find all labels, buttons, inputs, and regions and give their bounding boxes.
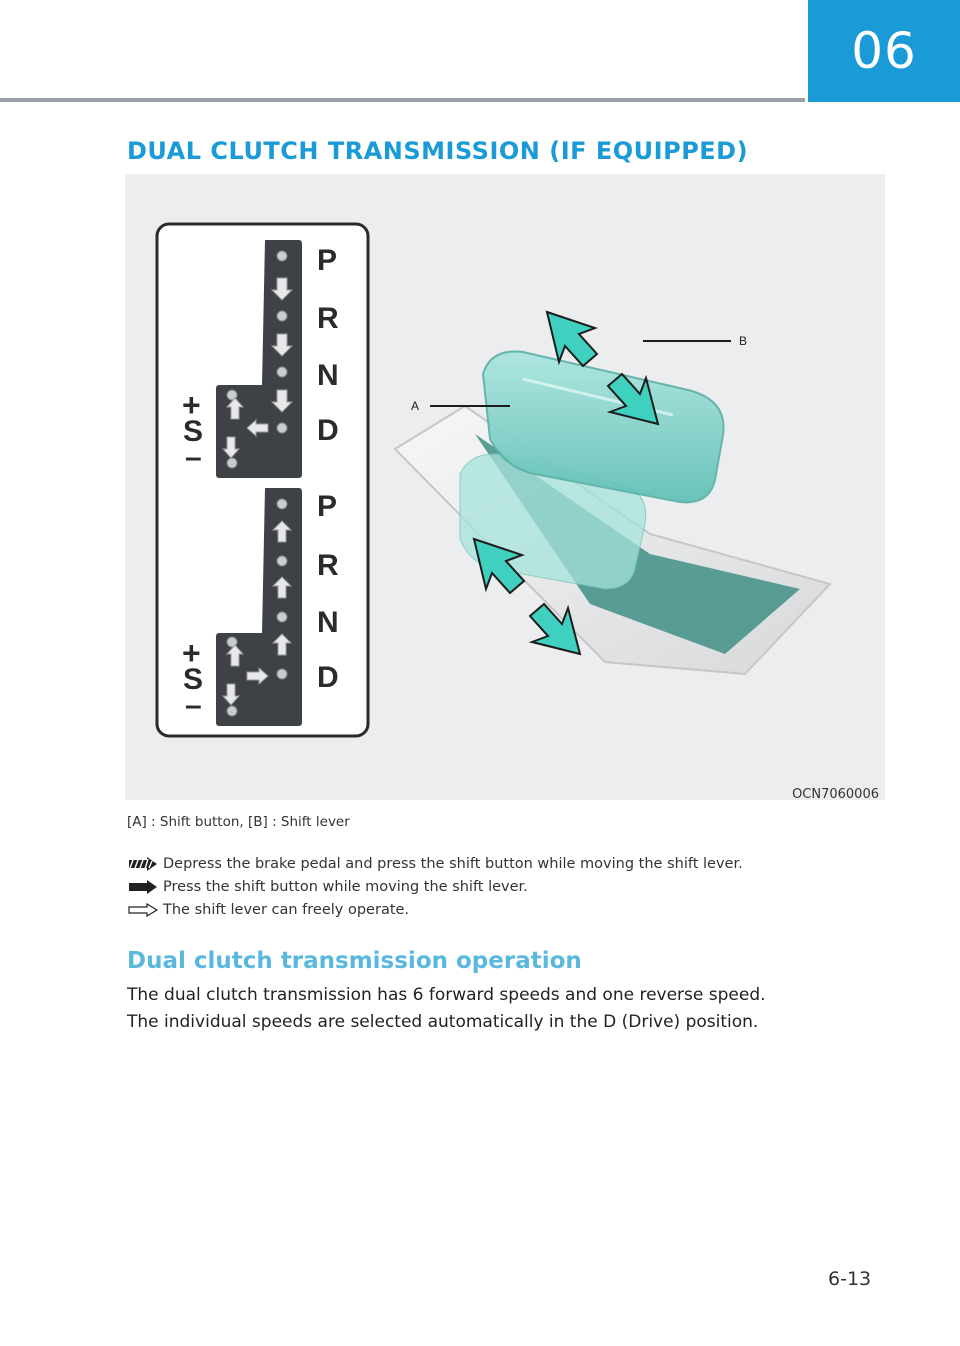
gate-lower-D: D xyxy=(317,661,339,694)
figure-caption: [A] : Shift button, [B] : Shift lever xyxy=(127,814,350,830)
gate-upper-plus: + xyxy=(182,387,201,423)
hatched-arrow-icon xyxy=(127,857,159,871)
outline-arrow-icon xyxy=(127,903,159,917)
legend-item xyxy=(127,898,847,921)
gate-upper-P: P xyxy=(317,244,338,277)
gate-lower-minus: – xyxy=(185,689,202,722)
gate-upper-N: N xyxy=(317,359,339,392)
chapter-number: 06 xyxy=(851,22,917,80)
section-title: DUAL CLUTCH TRANSMISSION (IF EQUIPPED) xyxy=(127,137,749,165)
body-text xyxy=(127,982,847,1036)
body-paragraph: The dual clutch transmission has 6 forward speeds and one reverse speed. xyxy=(127,985,766,1005)
gate-upper-R: R xyxy=(317,302,339,335)
legend-item xyxy=(127,875,847,898)
legend-text: Depress the brake pedal and press the shift button while moving the shift lever. xyxy=(163,855,743,872)
figure-illustration xyxy=(125,174,885,800)
legend-text: Press the shift button while moving the shift lever. xyxy=(163,878,528,895)
gate-upper-D: D xyxy=(317,414,339,447)
gate-upper-minus: – xyxy=(185,441,202,474)
legend-text: The shift lever can freely operate. xyxy=(163,901,410,918)
gate-lower-plus: + xyxy=(182,635,201,671)
callout-a: A xyxy=(411,399,420,413)
chapter-tab xyxy=(808,0,960,102)
body-paragraph: The individual speeds are selected automatically in the D (Drive) position. xyxy=(127,1012,759,1032)
figure-code: OCN7060006 xyxy=(792,787,879,802)
header-rule xyxy=(0,98,805,102)
shift-pattern-figure xyxy=(125,174,885,800)
gate-upper-S: S xyxy=(183,415,204,448)
gate-lower-R: R xyxy=(317,549,339,582)
subsection-title: Dual clutch transmission operation xyxy=(127,948,582,974)
gate-lower-N: N xyxy=(317,606,339,639)
gate-lower-P: P xyxy=(317,490,338,523)
page-number: 6-13 xyxy=(828,1268,872,1290)
arrow-up-b xyxy=(547,312,597,366)
solid-arrow-icon xyxy=(127,880,159,894)
callout-b: B xyxy=(739,334,748,348)
gate-lower-S: S xyxy=(183,663,204,696)
legend-item xyxy=(127,852,847,875)
arrow-legend xyxy=(127,852,847,921)
